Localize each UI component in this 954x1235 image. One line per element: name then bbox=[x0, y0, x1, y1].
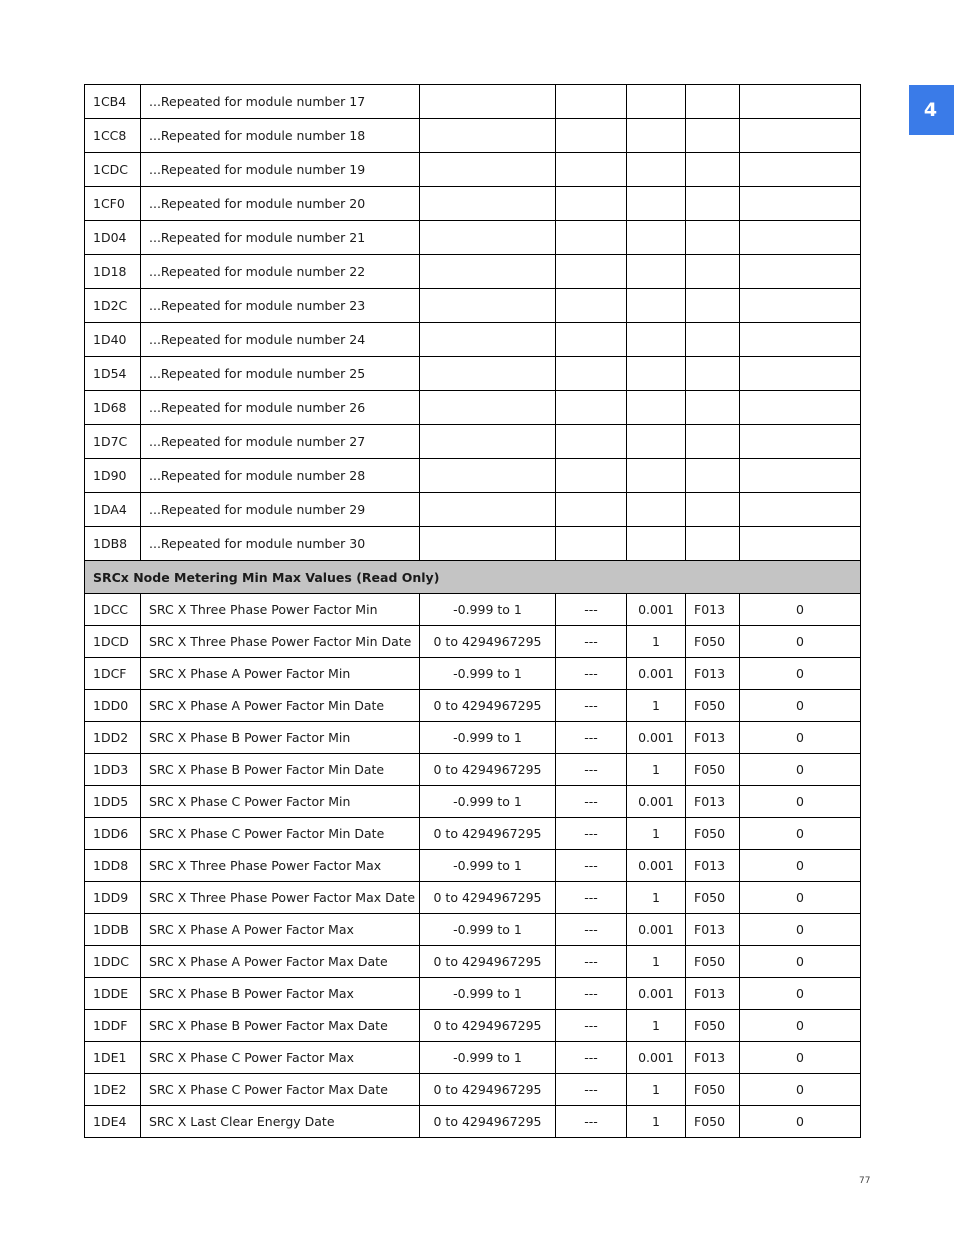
register-address: 1D54 bbox=[85, 357, 141, 391]
empty-cell bbox=[740, 85, 861, 119]
register-default: 0 bbox=[740, 850, 861, 882]
register-address: 1CDC bbox=[85, 153, 141, 187]
empty-cell bbox=[420, 527, 556, 561]
register-default: 0 bbox=[740, 1010, 861, 1042]
empty-cell bbox=[627, 85, 686, 119]
register-address: 1DCF bbox=[85, 658, 141, 690]
empty-cell bbox=[627, 153, 686, 187]
empty-cell bbox=[740, 527, 861, 561]
empty-cell bbox=[686, 493, 740, 527]
register-description: SRC X Phase B Power Factor Min bbox=[141, 722, 420, 754]
register-range: 0 to 4294967295 bbox=[420, 818, 556, 850]
empty-cell bbox=[686, 221, 740, 255]
table-row bbox=[85, 459, 861, 493]
table-row bbox=[85, 722, 861, 754]
empty-cell bbox=[627, 527, 686, 561]
empty-cell bbox=[740, 187, 861, 221]
register-step: 0.001 bbox=[627, 850, 686, 882]
empty-cell bbox=[556, 221, 627, 255]
empty-cell bbox=[686, 85, 740, 119]
empty-cell bbox=[740, 221, 861, 255]
empty-cell bbox=[420, 153, 556, 187]
empty-cell bbox=[740, 153, 861, 187]
empty-cell bbox=[556, 459, 627, 493]
table-row bbox=[85, 1042, 861, 1074]
register-step: 0.001 bbox=[627, 1042, 686, 1074]
register-address: 1DD2 bbox=[85, 722, 141, 754]
register-default: 0 bbox=[740, 722, 861, 754]
empty-cell bbox=[740, 425, 861, 459]
register-format: F050 bbox=[686, 882, 740, 914]
register-format: F050 bbox=[686, 818, 740, 850]
register-description: SRC X Three Phase Power Factor Max bbox=[141, 850, 420, 882]
table-row bbox=[85, 978, 861, 1010]
register-range: 0 to 4294967295 bbox=[420, 946, 556, 978]
empty-cell bbox=[556, 187, 627, 221]
register-address: 1D18 bbox=[85, 255, 141, 289]
register-units: --- bbox=[556, 1074, 627, 1106]
empty-cell bbox=[420, 255, 556, 289]
register-description: ...Repeated for module number 17 bbox=[141, 85, 420, 119]
table-row bbox=[85, 690, 861, 722]
empty-cell bbox=[627, 187, 686, 221]
table-row bbox=[85, 1010, 861, 1042]
table-row bbox=[85, 289, 861, 323]
register-format: F050 bbox=[686, 626, 740, 658]
register-description: ...Repeated for module number 20 bbox=[141, 187, 420, 221]
empty-cell bbox=[686, 153, 740, 187]
register-format: F050 bbox=[686, 1106, 740, 1138]
register-description: SRC X Last Clear Energy Date bbox=[141, 1106, 420, 1138]
register-default: 0 bbox=[740, 1042, 861, 1074]
register-address: 1DDF bbox=[85, 1010, 141, 1042]
table-row bbox=[85, 914, 861, 946]
empty-cell bbox=[420, 493, 556, 527]
register-step: 1 bbox=[627, 754, 686, 786]
page-number: 77 bbox=[859, 1176, 871, 1186]
register-range: -0.999 to 1 bbox=[420, 1042, 556, 1074]
register-address: 1DCD bbox=[85, 626, 141, 658]
table-row bbox=[85, 527, 861, 561]
register-address: 1DD3 bbox=[85, 754, 141, 786]
table-row bbox=[85, 85, 861, 119]
register-format: F050 bbox=[686, 1010, 740, 1042]
register-step: 0.001 bbox=[627, 914, 686, 946]
register-step: 1 bbox=[627, 882, 686, 914]
register-format: F013 bbox=[686, 594, 740, 626]
empty-cell bbox=[627, 357, 686, 391]
register-format: F013 bbox=[686, 978, 740, 1010]
register-address: 1DD6 bbox=[85, 818, 141, 850]
empty-cell bbox=[627, 255, 686, 289]
empty-cell bbox=[686, 425, 740, 459]
register-units: --- bbox=[556, 1010, 627, 1042]
register-units: --- bbox=[556, 946, 627, 978]
register-step: 1 bbox=[627, 818, 686, 850]
register-format: F013 bbox=[686, 1042, 740, 1074]
register-address: 1DD8 bbox=[85, 850, 141, 882]
register-address: 1DDB bbox=[85, 914, 141, 946]
register-address: 1DA4 bbox=[85, 493, 141, 527]
empty-cell bbox=[627, 119, 686, 153]
register-units: --- bbox=[556, 1106, 627, 1138]
register-units: --- bbox=[556, 722, 627, 754]
register-range: 0 to 4294967295 bbox=[420, 626, 556, 658]
register-default: 0 bbox=[740, 690, 861, 722]
register-range: 0 to 4294967295 bbox=[420, 1106, 556, 1138]
register-default: 0 bbox=[740, 1106, 861, 1138]
table-row bbox=[85, 425, 861, 459]
empty-cell bbox=[556, 153, 627, 187]
register-format: F013 bbox=[686, 658, 740, 690]
table-row bbox=[85, 882, 861, 914]
register-step: 0.001 bbox=[627, 978, 686, 1010]
register-format: F050 bbox=[686, 946, 740, 978]
register-description: SRC X Phase C Power Factor Max bbox=[141, 1042, 420, 1074]
empty-cell bbox=[420, 85, 556, 119]
register-range: 0 to 4294967295 bbox=[420, 1074, 556, 1106]
register-default: 0 bbox=[740, 978, 861, 1010]
empty-cell bbox=[556, 527, 627, 561]
register-range: 0 to 4294967295 bbox=[420, 754, 556, 786]
register-address: 1DD9 bbox=[85, 882, 141, 914]
table-row bbox=[85, 493, 861, 527]
table-row bbox=[85, 323, 861, 357]
table-row bbox=[85, 626, 861, 658]
register-step: 0.001 bbox=[627, 658, 686, 690]
register-address: 1DDE bbox=[85, 978, 141, 1010]
register-step: 0.001 bbox=[627, 594, 686, 626]
register-description: SRC X Phase C Power Factor Min bbox=[141, 786, 420, 818]
register-units: --- bbox=[556, 818, 627, 850]
register-description: ...Repeated for module number 18 bbox=[141, 119, 420, 153]
empty-cell bbox=[686, 255, 740, 289]
register-description: SRC X Three Phase Power Factor Min bbox=[141, 594, 420, 626]
register-address: 1D90 bbox=[85, 459, 141, 493]
register-address: 1DCC bbox=[85, 594, 141, 626]
register-range: -0.999 to 1 bbox=[420, 978, 556, 1010]
register-units: --- bbox=[556, 786, 627, 818]
empty-cell bbox=[740, 391, 861, 425]
register-range: 0 to 4294967295 bbox=[420, 1010, 556, 1042]
empty-cell bbox=[556, 323, 627, 357]
register-address: 1D40 bbox=[85, 323, 141, 357]
empty-cell bbox=[627, 459, 686, 493]
table-row bbox=[85, 119, 861, 153]
empty-cell bbox=[686, 119, 740, 153]
register-format: F050 bbox=[686, 1074, 740, 1106]
register-range: -0.999 to 1 bbox=[420, 850, 556, 882]
register-address: 1DD0 bbox=[85, 690, 141, 722]
register-default: 0 bbox=[740, 626, 861, 658]
empty-cell bbox=[627, 493, 686, 527]
register-format: F050 bbox=[686, 754, 740, 786]
chapter-tab: 4 bbox=[909, 85, 954, 135]
register-address: 1DE1 bbox=[85, 1042, 141, 1074]
register-default: 0 bbox=[740, 658, 861, 690]
empty-cell bbox=[556, 493, 627, 527]
empty-cell bbox=[686, 323, 740, 357]
register-address: 1CB4 bbox=[85, 85, 141, 119]
register-description: ...Repeated for module number 25 bbox=[141, 357, 420, 391]
empty-cell bbox=[420, 289, 556, 323]
empty-cell bbox=[686, 289, 740, 323]
empty-cell bbox=[740, 493, 861, 527]
register-range: -0.999 to 1 bbox=[420, 786, 556, 818]
register-address: 1DB8 bbox=[85, 527, 141, 561]
register-units: --- bbox=[556, 850, 627, 882]
register-default: 0 bbox=[740, 1074, 861, 1106]
table-row bbox=[85, 850, 861, 882]
register-default: 0 bbox=[740, 754, 861, 786]
register-address: 1D7C bbox=[85, 425, 141, 459]
table-row bbox=[85, 187, 861, 221]
register-default: 0 bbox=[740, 946, 861, 978]
empty-cell bbox=[420, 119, 556, 153]
empty-cell bbox=[686, 527, 740, 561]
empty-cell bbox=[556, 289, 627, 323]
table-row bbox=[85, 754, 861, 786]
table-row bbox=[85, 786, 861, 818]
register-step: 1 bbox=[627, 1106, 686, 1138]
register-range: 0 to 4294967295 bbox=[420, 690, 556, 722]
register-default: 0 bbox=[740, 786, 861, 818]
table-row bbox=[85, 357, 861, 391]
empty-cell bbox=[420, 425, 556, 459]
modbus-register-table bbox=[84, 84, 861, 1138]
register-description: SRC X Three Phase Power Factor Max Date bbox=[141, 882, 420, 914]
table-row bbox=[85, 1106, 861, 1138]
register-step: 0.001 bbox=[627, 786, 686, 818]
empty-cell bbox=[556, 85, 627, 119]
empty-cell bbox=[420, 357, 556, 391]
table-row bbox=[85, 221, 861, 255]
empty-cell bbox=[740, 357, 861, 391]
register-format: F013 bbox=[686, 722, 740, 754]
empty-cell bbox=[556, 119, 627, 153]
register-step: 1 bbox=[627, 690, 686, 722]
register-address: 1D68 bbox=[85, 391, 141, 425]
register-default: 0 bbox=[740, 594, 861, 626]
table-row bbox=[85, 658, 861, 690]
register-description: ...Repeated for module number 23 bbox=[141, 289, 420, 323]
register-units: --- bbox=[556, 626, 627, 658]
table-row bbox=[85, 255, 861, 289]
table-row bbox=[85, 946, 861, 978]
register-step: 1 bbox=[627, 946, 686, 978]
register-default: 0 bbox=[740, 914, 861, 946]
register-description: ...Repeated for module number 30 bbox=[141, 527, 420, 561]
empty-cell bbox=[740, 255, 861, 289]
register-address: 1DDC bbox=[85, 946, 141, 978]
register-address: 1CC8 bbox=[85, 119, 141, 153]
register-description: SRC X Phase C Power Factor Min Date bbox=[141, 818, 420, 850]
register-units: --- bbox=[556, 978, 627, 1010]
empty-cell bbox=[420, 391, 556, 425]
empty-cell bbox=[556, 425, 627, 459]
register-description: SRC X Phase A Power Factor Max bbox=[141, 914, 420, 946]
table-row bbox=[85, 391, 861, 425]
empty-cell bbox=[556, 391, 627, 425]
empty-cell bbox=[420, 459, 556, 493]
register-range: -0.999 to 1 bbox=[420, 722, 556, 754]
register-range: -0.999 to 1 bbox=[420, 914, 556, 946]
register-address: 1CF0 bbox=[85, 187, 141, 221]
empty-cell bbox=[627, 323, 686, 357]
register-step: 0.001 bbox=[627, 722, 686, 754]
empty-cell bbox=[627, 391, 686, 425]
register-units: --- bbox=[556, 658, 627, 690]
register-description: SRC X Phase C Power Factor Max Date bbox=[141, 1074, 420, 1106]
register-units: --- bbox=[556, 594, 627, 626]
register-units: --- bbox=[556, 1042, 627, 1074]
section-header: SRCx Node Metering Min Max Values (Read Only) bbox=[85, 561, 861, 594]
register-description: ...Repeated for module number 24 bbox=[141, 323, 420, 357]
register-description: SRC X Phase A Power Factor Min bbox=[141, 658, 420, 690]
register-units: --- bbox=[556, 914, 627, 946]
register-format: F013 bbox=[686, 850, 740, 882]
register-range: -0.999 to 1 bbox=[420, 594, 556, 626]
table-body bbox=[85, 85, 861, 1138]
empty-cell bbox=[686, 459, 740, 493]
register-description: SRC X Phase B Power Factor Min Date bbox=[141, 754, 420, 786]
section-header-row bbox=[85, 561, 861, 594]
register-description: ...Repeated for module number 29 bbox=[141, 493, 420, 527]
empty-cell bbox=[420, 221, 556, 255]
table-row bbox=[85, 153, 861, 187]
register-range: -0.999 to 1 bbox=[420, 658, 556, 690]
register-units: --- bbox=[556, 690, 627, 722]
empty-cell bbox=[627, 289, 686, 323]
register-description: SRC X Phase A Power Factor Max Date bbox=[141, 946, 420, 978]
register-description: ...Repeated for module number 28 bbox=[141, 459, 420, 493]
empty-cell bbox=[420, 187, 556, 221]
table-row bbox=[85, 1074, 861, 1106]
register-description: ...Repeated for module number 26 bbox=[141, 391, 420, 425]
register-default: 0 bbox=[740, 818, 861, 850]
register-units: --- bbox=[556, 882, 627, 914]
table-row bbox=[85, 818, 861, 850]
register-description: SRC X Phase A Power Factor Min Date bbox=[141, 690, 420, 722]
register-format: F050 bbox=[686, 690, 740, 722]
empty-cell bbox=[556, 255, 627, 289]
register-step: 1 bbox=[627, 1074, 686, 1106]
register-step: 1 bbox=[627, 1010, 686, 1042]
register-description: ...Repeated for module number 22 bbox=[141, 255, 420, 289]
empty-cell bbox=[740, 459, 861, 493]
register-address: 1D2C bbox=[85, 289, 141, 323]
table-row bbox=[85, 594, 861, 626]
empty-cell bbox=[420, 323, 556, 357]
empty-cell bbox=[627, 221, 686, 255]
register-description: SRC X Phase B Power Factor Max Date bbox=[141, 1010, 420, 1042]
register-description: SRC X Phase B Power Factor Max bbox=[141, 978, 420, 1010]
empty-cell bbox=[686, 187, 740, 221]
empty-cell bbox=[740, 289, 861, 323]
register-default: 0 bbox=[740, 882, 861, 914]
empty-cell bbox=[686, 357, 740, 391]
empty-cell bbox=[686, 391, 740, 425]
register-address: 1D04 bbox=[85, 221, 141, 255]
empty-cell bbox=[740, 323, 861, 357]
register-step: 1 bbox=[627, 626, 686, 658]
register-range: 0 to 4294967295 bbox=[420, 882, 556, 914]
register-address: 1DD5 bbox=[85, 786, 141, 818]
register-format: F013 bbox=[686, 786, 740, 818]
register-description: ...Repeated for module number 19 bbox=[141, 153, 420, 187]
register-units: --- bbox=[556, 754, 627, 786]
empty-cell bbox=[627, 425, 686, 459]
register-description: SRC X Three Phase Power Factor Min Date bbox=[141, 626, 420, 658]
register-description: ...Repeated for module number 27 bbox=[141, 425, 420, 459]
register-address: 1DE2 bbox=[85, 1074, 141, 1106]
register-description: ...Repeated for module number 21 bbox=[141, 221, 420, 255]
register-format: F013 bbox=[686, 914, 740, 946]
empty-cell bbox=[556, 357, 627, 391]
register-address: 1DE4 bbox=[85, 1106, 141, 1138]
empty-cell bbox=[740, 119, 861, 153]
